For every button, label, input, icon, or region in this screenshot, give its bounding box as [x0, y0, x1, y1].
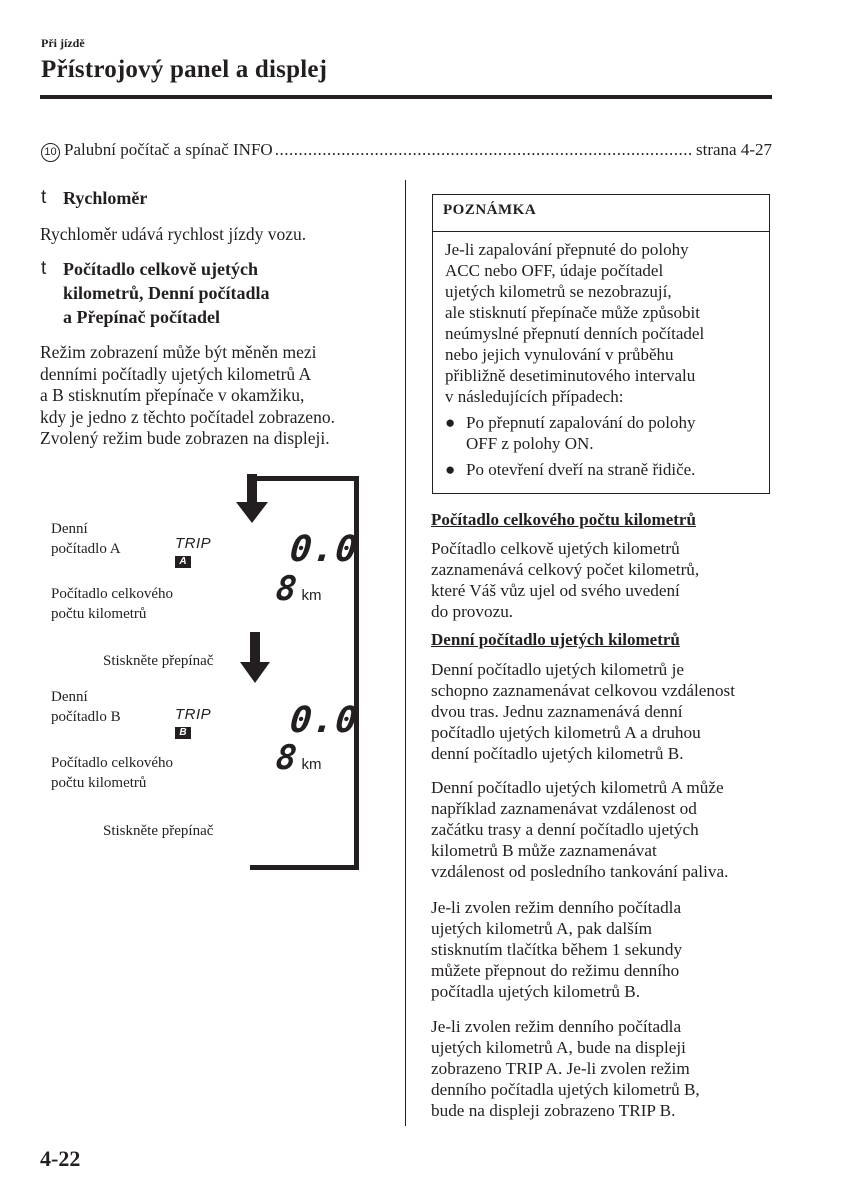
text-line: kilometrů B může zaznamenávat — [431, 841, 657, 860]
note-line: nebo jejich vynulování v průběhu — [445, 345, 674, 364]
text-line: dvou tras. Jednu zaznamenává denní — [431, 702, 683, 721]
bullet-dot-icon: ● — [445, 460, 456, 479]
note-bullets — [445, 412, 759, 480]
text-line: zaznamenává celkový počet kilometrů, — [431, 560, 700, 579]
toc-entry-page: strana 4-27 — [695, 140, 772, 159]
heading-line: a Přepínač počítadel — [63, 307, 220, 327]
bullet-marker: t — [41, 187, 47, 208]
text-line: denní počítadlo ujetých kilometrů B. — [431, 744, 684, 763]
speedometer-heading-text: Rychloměr — [63, 188, 148, 208]
odometer-a-label — [51, 584, 173, 624]
odometer-a-display — [273, 569, 322, 609]
text-line: bude na displeji zobrazeno TRIP B. — [431, 1101, 676, 1120]
section-label: Při jízdě — [41, 36, 85, 50]
heading-line: Počítadlo celkově ujetých — [63, 259, 258, 279]
title-rule — [40, 95, 772, 99]
unit-label: km — [301, 587, 322, 604]
speedometer-heading — [41, 186, 148, 210]
text-line: Režim zobrazení může být měněn mezi — [40, 342, 317, 362]
label-line: počtu kilometrů — [51, 775, 147, 791]
column-divider — [405, 180, 406, 1126]
text-line: Počítadlo celkově ujetých kilometrů — [431, 539, 680, 558]
bullet-line: OFF z polohy ON. — [466, 434, 594, 453]
heading-line: kilometrů, Denní počítadla — [63, 283, 270, 303]
page-title: Přístrojový panel a displej — [41, 56, 328, 83]
text-line: například zaznamenávat vzdálenost od — [431, 799, 697, 818]
text-line: kdy je jedno z těchto počítadel zobrazeno. — [40, 406, 335, 427]
text-line: začátku trasy a denní počítadlo ujetých — [431, 820, 699, 839]
text-line: vzdálenost od posledního tankování paliva. — [431, 862, 729, 881]
trip-badge-a: A — [175, 556, 191, 568]
text-line: které Váš vůz ujel od svého uvedení — [431, 581, 680, 600]
label-line: počítadlo A — [51, 541, 121, 557]
text-line: můžete přepnout do režimu denního — [431, 961, 680, 980]
note-line: v následujících případech: — [445, 387, 624, 406]
label-line: Počítadlo celkového — [51, 586, 174, 602]
press-switch-label: Stiskněte přepínač — [103, 653, 214, 669]
text-line: Denní počítadlo ujetých kilometrů A může — [431, 778, 724, 797]
speedometer-text: Rychloměr udává rychlost jízdy vozu. — [40, 224, 307, 244]
odometer-paragraph — [431, 538, 773, 622]
text-line: zobrazeno TRIP A. Je-li zvolen režim — [431, 1059, 690, 1078]
note-box — [432, 194, 770, 494]
note-line: ACC nebo OFF, údaje počítadel — [445, 261, 664, 280]
bullet-line: Po přepnutí zapalování do polohy — [466, 413, 696, 432]
text-line: Denní počítadlo ujetých kilometrů je — [431, 660, 684, 679]
trip-text: TRIP — [175, 535, 212, 552]
bullet-line: Po otevření dveří na straně řidiče. — [466, 460, 696, 479]
trip-paragraph-2 — [431, 777, 773, 882]
note-line: Je-li zapalování přepnuté do polohy — [445, 240, 689, 259]
odometer-b-label — [51, 753, 173, 793]
trip-paragraph-1 — [431, 659, 773, 764]
page-number: 4-22 — [40, 1146, 81, 1171]
trip-meter-subheading: Denní počítadlo ujetých kilometrů — [431, 630, 680, 649]
text-line: počítadla ujetých kilometrů B. — [431, 982, 641, 1001]
odometer-b-reading: 8 — [273, 738, 299, 778]
text-line: schopno zaznamenávat celkovou vzdálenost — [431, 681, 736, 700]
note-bullet-item — [445, 459, 759, 480]
toc-entry-label: Palubní počítač a spínač INFO — [64, 140, 273, 159]
note-line: přibližně desetiminutového intervalu — [445, 366, 696, 385]
text-line: Je-li zvolen režim denního počítadla — [431, 1017, 682, 1036]
odometer-a-reading: 8 — [273, 569, 299, 609]
text-line: denními počítadly ujetých kilometrů A — [40, 363, 312, 384]
leader-dots — [275, 140, 694, 160]
trip-a-indicator — [175, 536, 211, 568]
odometer-heading — [41, 257, 270, 329]
odometer-text — [40, 342, 335, 450]
trip-paragraph-4 — [431, 1016, 773, 1121]
arrow-down-icon — [234, 474, 270, 524]
arrow-down-icon — [240, 632, 270, 684]
note-line: ujetých kilometrů se nezobrazují, — [445, 282, 672, 301]
odometer-b-display — [273, 738, 322, 778]
label-line: počítadlo B — [51, 709, 121, 725]
trip-badge-b: B — [175, 727, 191, 739]
text-line: ujetých kilometrů A, bude na displeji — [431, 1038, 686, 1057]
label-line: Denní — [51, 689, 88, 705]
bullet-dot-icon: ● — [445, 413, 456, 432]
label-line: počtu kilometrů — [51, 606, 147, 622]
circled-number: 10 — [41, 143, 60, 162]
trip-b-reading: 0.0 — [287, 700, 361, 741]
text-line: do provozu. — [431, 602, 514, 621]
trip-a-label — [51, 519, 121, 559]
press-switch-label: Stiskněte přepínač — [103, 823, 214, 839]
text-line: ujetých kilometrů A, pak dalším — [431, 919, 653, 938]
trip-b-indicator — [175, 707, 211, 739]
toc-entry — [41, 140, 772, 162]
text-line: a B stisknutím přepínače v okamžiku, — [40, 385, 305, 405]
text-line: Zvolený režim bude zobrazen na displeji. — [40, 428, 330, 448]
bullet-marker: t — [41, 258, 47, 279]
text-line: počítadlo ujetých kilometrů A a druhou — [431, 723, 701, 742]
trip-b-label — [51, 687, 121, 727]
note-line: neúmyslné přepnutí denních počítadel — [445, 324, 705, 343]
text-line: stisknutím tlačítka během 1 sekundy — [431, 940, 683, 959]
note-bullet-item — [445, 412, 759, 454]
text-line: Je-li zvolen režim denního počítadla — [431, 898, 682, 917]
odometer-subheading: Počítadlo celkového počtu kilometrů — [431, 510, 696, 529]
unit-label: km — [301, 756, 322, 773]
label-line: Počítadlo celkového — [51, 755, 174, 771]
text-line: denního počítadla ujetých kilometrů B, — [431, 1080, 700, 1099]
trip-paragraph-3 — [431, 897, 773, 1002]
note-body — [433, 232, 769, 480]
trip-a-reading: 0.0 — [287, 529, 361, 570]
note-line: ale stisknutí přepínače může způsobit — [445, 303, 700, 322]
note-heading: POZNÁMKA — [433, 195, 769, 232]
label-line: Denní — [51, 521, 88, 537]
trip-text: TRIP — [175, 706, 212, 723]
